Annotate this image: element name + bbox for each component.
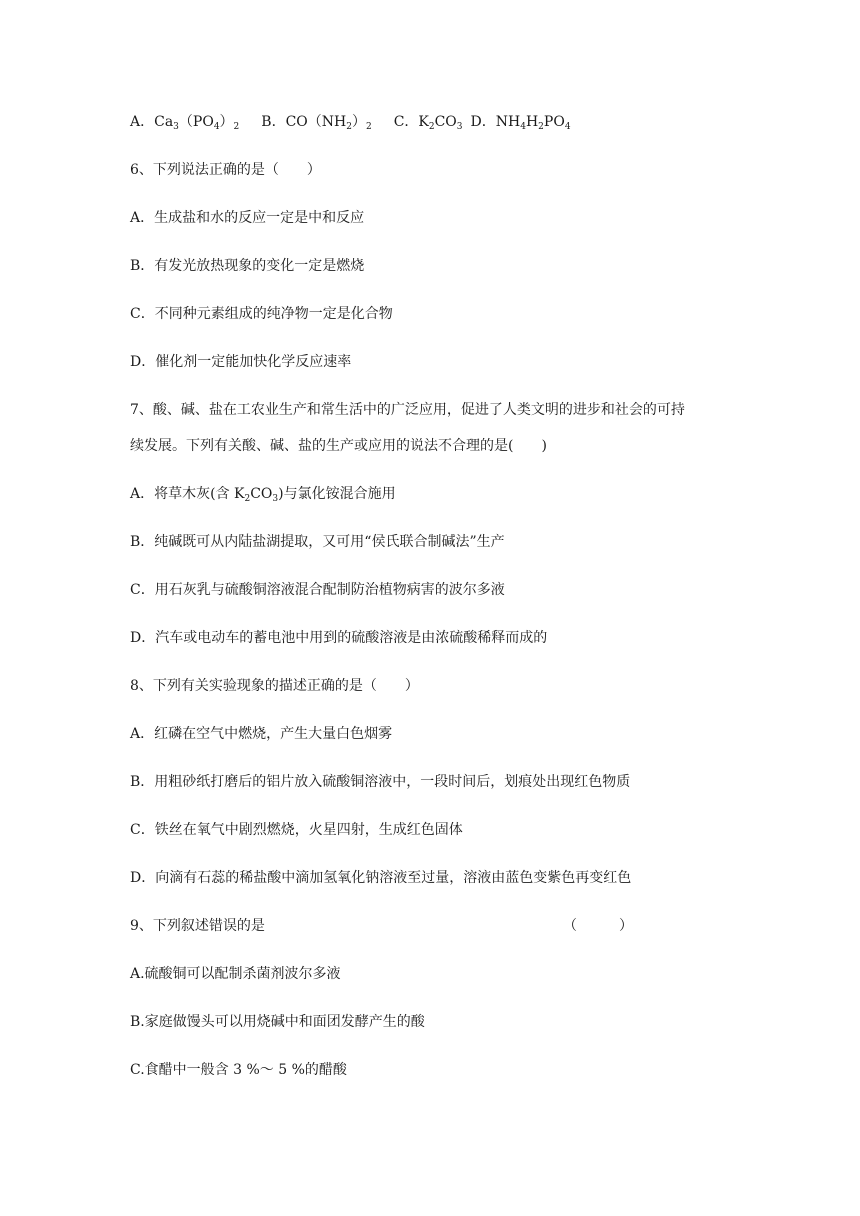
q8-stem: 8、下列有关实验现象的描述正确的是（ ） bbox=[130, 678, 419, 694]
q7-stem-line2: 续发展。下列有关酸、碱、盐的生产或应用的说法不合理的是( ) bbox=[130, 438, 547, 454]
q6-option-b: B．有发光放热现象的变化一定是燃烧 bbox=[130, 258, 365, 274]
q8-option-d: D．向滴有石蕊的稀盐酸中滴加氢氧化钠溶液至过量，溶液由蓝色变紫色再变红色 bbox=[130, 870, 632, 886]
q9-option-a: A.硫酸铜可以配制杀菌剂波尔多液 bbox=[130, 966, 341, 982]
q7-option-d: D．汽车或电动车的蓄电池中用到的硫酸溶液是由浓硫酸稀释而成的 bbox=[130, 630, 548, 646]
q6-option-d: D．催化剂一定能加快化学反应速率 bbox=[130, 354, 352, 370]
q7-option-b: B．纯碱既可从内陆盐湖提取，又可用“侯氏联合制碱法”生产 bbox=[130, 534, 505, 550]
q6-option-a: A．生成盐和水的反应一定是中和反应 bbox=[130, 210, 365, 226]
q7-stem-line1: 7、酸、碱、盐在工农业生产和常生活中的广泛应用，促进了人类文明的进步和社会的可持 bbox=[130, 402, 685, 418]
q9-answer-bracket: （ ） bbox=[563, 918, 633, 934]
q5-options bbox=[130, 112, 571, 132]
q9-option-c: C.食醋中一般含 3 %～ 5 %的醋酸 bbox=[130, 1062, 347, 1078]
q6-option-c: C．不同种元素组成的纯净物一定是化合物 bbox=[130, 306, 393, 322]
q8-option-c: C．铁丝在氧气中剧烈燃烧，火星四射，生成红色固体 bbox=[130, 822, 463, 838]
q5-option-d: D．$NH_4H_2PO_4$ bbox=[470, 114, 571, 132]
q9-option-b: B.家庭做馒头可以用烧碱中和面团发酵产生的酸 bbox=[130, 1014, 425, 1030]
q9-stem: 9、下列叙述错误的是 bbox=[130, 918, 265, 934]
q6-stem: 6、下列说法正确的是（ ） bbox=[130, 162, 321, 178]
q7-option-a: A．将草木灰(含 $K_2CO_3$)与氯化铵混合施用 bbox=[130, 486, 396, 504]
q5-option-b: B．$CO(NH_2)_2$ bbox=[261, 114, 372, 132]
q8-option-b: B．用粗砂纸打磨后的铝片放入硫酸铜溶液中，一段时间后，划痕处出现红色物质 bbox=[130, 774, 631, 790]
q5-option-a: A．$Ca_3(PO_4)_2$ bbox=[130, 114, 240, 132]
q8-option-a: A．红磷在空气中燃烧，产生大量白色烟雾 bbox=[130, 726, 393, 742]
q5-option-c: C．$K_2CO_3$ bbox=[393, 114, 463, 132]
q7-option-c: C．用石灰乳与硫酸铜溶液混合配制防治植物病害的波尔多液 bbox=[130, 582, 505, 598]
